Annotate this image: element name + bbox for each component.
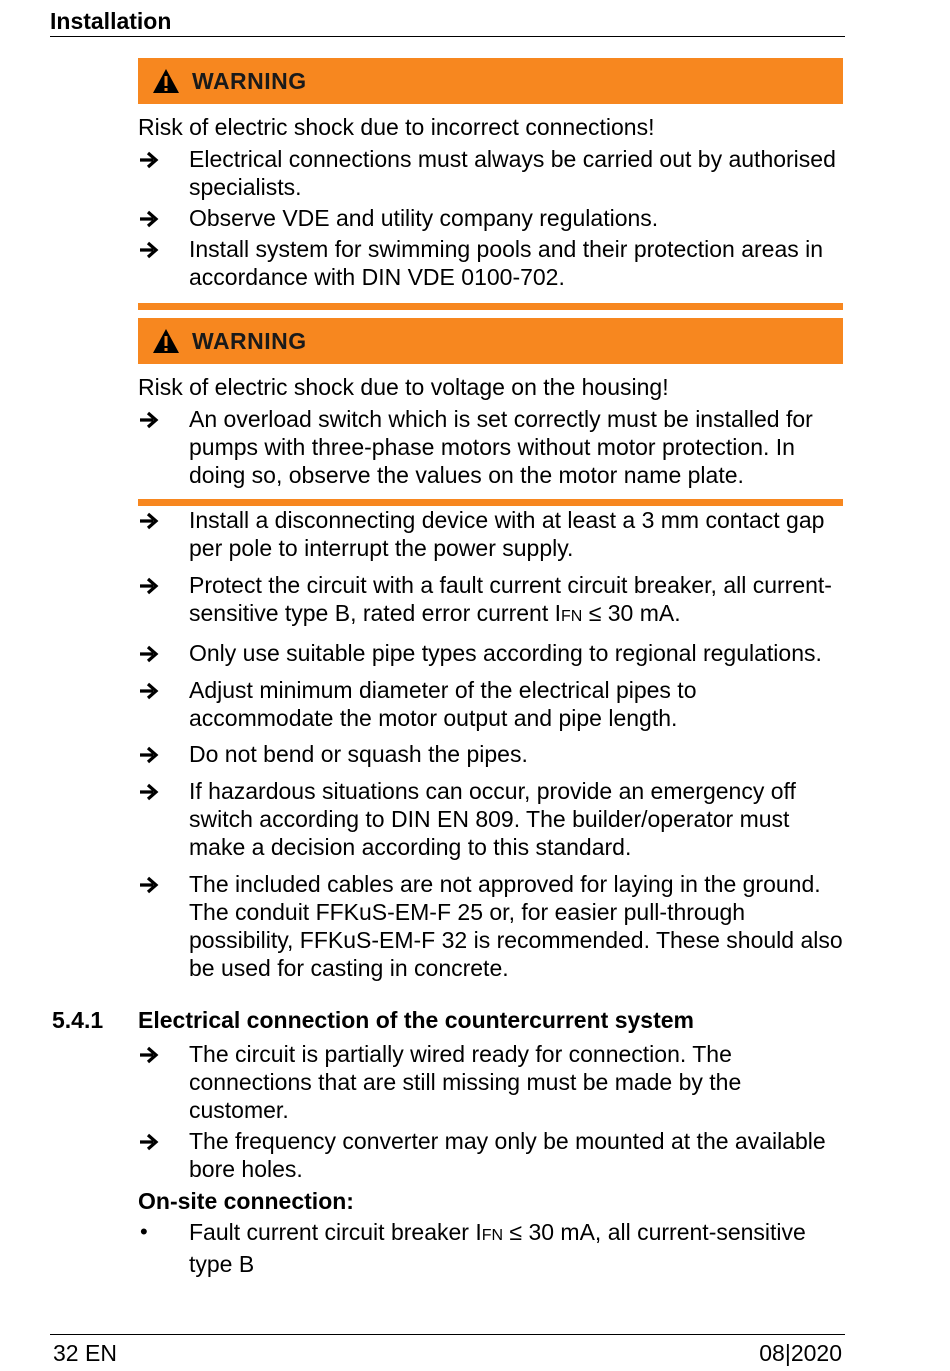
arrow-right-icon (138, 1127, 168, 1159)
arrow-right-icon (138, 145, 168, 177)
arrow-right-icon (138, 204, 168, 236)
arrow-right-icon (138, 571, 168, 603)
list-item: Observe VDE and utility company regulations. (138, 204, 843, 232)
arrow-right-icon (138, 506, 168, 538)
arrow-right-icon (138, 777, 168, 809)
arrow-right-icon (138, 405, 168, 437)
arrow-right-icon (138, 639, 168, 671)
document-date: 08|2020 (759, 1340, 842, 1366)
list-item: Adjust minimum diameter of the electrical pipes to accommodate the motor output and pipe length. (138, 676, 843, 732)
onsite-heading: On-site connection: (138, 1188, 354, 1214)
page-number: 32 EN (53, 1340, 117, 1366)
section-title: Electrical connection of the countercurrent system (138, 1007, 694, 1033)
page-footer (50, 1334, 845, 1366)
bullet-icon: • (140, 1219, 148, 1244)
warning-triangle-icon (152, 68, 180, 94)
warning-triangle-icon (152, 328, 180, 354)
warning-title: WARNING (192, 327, 307, 354)
list-item: Only use suitable pipe types according to regional regulations. (138, 639, 843, 667)
list-item: The circuit is partially wired ready for connection. The connections that are still missing must be made by the customer. (138, 1040, 843, 1124)
list-item: Do not bend or squash the pipes. (138, 740, 843, 768)
list-item: • Fault current circuit breaker IFN ≤ 30 mA, all current-sensitive type B (140, 1219, 806, 1277)
warning-lead: Risk of electric shock due to voltage on the housing! (138, 374, 669, 400)
list-item: Install a disconnecting device with at least a 3 mm contact gap per pole to interrupt the power supply. (138, 506, 843, 562)
arrow-right-icon (138, 676, 168, 708)
warning-banner (138, 58, 843, 104)
arrow-right-icon (138, 1040, 168, 1072)
warning-title: WARNING (192, 67, 307, 94)
warning-rule (138, 303, 843, 310)
list-item: The included cables are not approved for laying in the ground. The conduit FFKuS-EM-F 25 or, for easier pull-through possibility, FFKuS-EM-F 32 is recommended. These should also be used for casting in concrete. (138, 870, 843, 982)
page-header-title: Installation (50, 8, 172, 34)
warning-box-1 (138, 58, 843, 310)
section-content (138, 1006, 843, 1278)
list-item: An overload switch which is set correctly must be installed for pumps with three-phase motors without motor protection. In doing so, observe the values on the motor name plate. (138, 405, 843, 489)
warning-box-2 (138, 318, 843, 506)
list-item: If hazardous situations can occur, provide an emergency off switch according to DIN EN 809. The builder/operator must make a decision according to this standard. (138, 777, 843, 861)
warning-rule (138, 499, 843, 506)
list-item: Electrical connections must always be carried out by authorised specialists. (138, 145, 843, 201)
instruction-list (138, 506, 843, 982)
section-number: 5.4.1 (52, 1007, 104, 1033)
list-item: Protect the circuit with a fault current circuit breaker, all current-sensitive type B, rated error current IFN ≤ 30 mA. (138, 571, 843, 631)
arrow-right-icon (138, 235, 168, 267)
list-item: The frequency converter may only be mounted at the available bore holes. (138, 1127, 843, 1183)
page-header (50, 6, 845, 37)
warning-lead: Risk of electric shock due to incorrect connections! (138, 114, 655, 140)
warning-banner (138, 318, 843, 364)
arrow-right-icon (138, 740, 168, 772)
list-item: Install system for swimming pools and their protection areas in accordance with DIN VDE 0100-702. (138, 235, 843, 291)
arrow-right-icon (138, 870, 168, 902)
